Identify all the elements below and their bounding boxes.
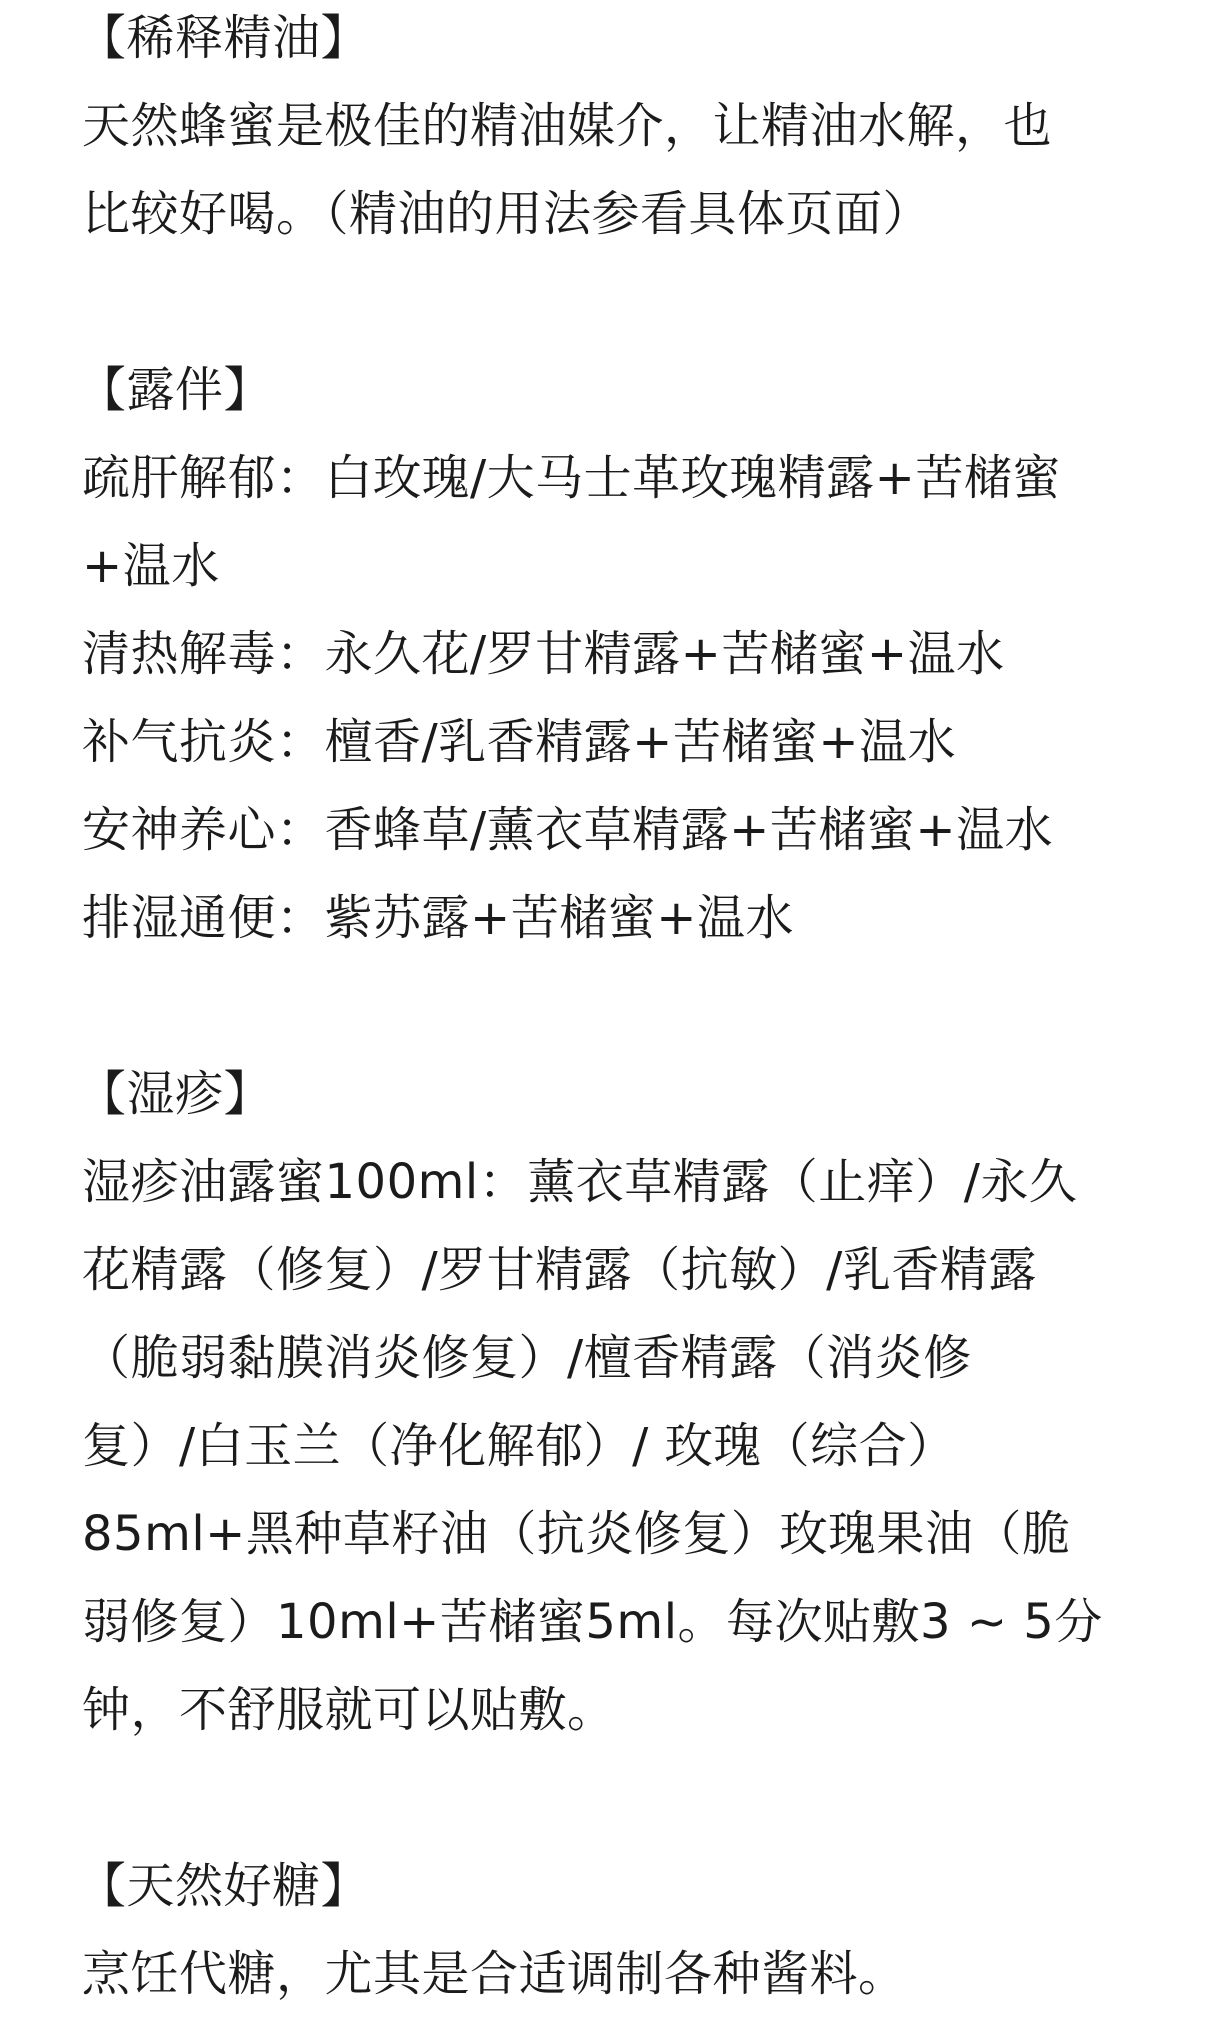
paragraph-gap <box>82 258 1180 346</box>
text-line: 弱修复）10ml+苦槠蜜5ml。每次贴敷3 ~ 5分 <box>82 1594 1103 1650</box>
section-heading-hydrosol: 【露伴】 <box>78 362 273 418</box>
text-line: 安神养心：香蜂草/薰衣草精露+苦槠蜜+温水 <box>82 802 1054 858</box>
text-line: 85ml+黑种草籽油（抗炎修复）玫瑰果油（脆 <box>82 1506 1071 1562</box>
text-line: 清热解毒：永久花/罗甘精露+苦槠蜜+温水 <box>82 626 1005 682</box>
text-line: 补气抗炎：檀香/乳香精露+苦槠蜜+温水 <box>82 714 957 770</box>
section-heading-sugar: 【天然好糖】 <box>78 1858 370 1914</box>
text-line: 排湿通便：紫苏露+苦槠蜜+温水 <box>82 890 794 946</box>
section-heading-eczema: 【湿疹】 <box>78 1066 273 1122</box>
text-line: 比较好喝。（精油的用法参看具体页面） <box>82 186 932 242</box>
text-line: 复）/白玉兰（净化解郁）/ 玫瑰（综合） <box>82 1418 956 1474</box>
paragraph-gap <box>82 962 1180 1050</box>
text-line: 天然蜂蜜是极佳的精油媒介，让精油水解，也 <box>82 98 1053 154</box>
text-line: 烹饪代糖，尤其是合适调制各种酱料。 <box>82 1946 907 2002</box>
text-line: 钟，不舒服就可以贴敷。 <box>82 1682 616 1738</box>
text-line: （脆弱黏膜消炎修复）/檀香精露（消炎修 <box>82 1330 972 1386</box>
text-line: 疏肝解郁：白玫瑰/大马士革玫瑰精露+苦槠蜜 <box>82 450 1061 506</box>
text-line: 花精露（修复）/罗甘精露（抗敏）/乳香精露 <box>82 1242 1037 1298</box>
text-line: +温水 <box>82 538 220 594</box>
section-heading-dilute: 【稀释精油】 <box>78 10 370 66</box>
text-line: 湿疹油露蜜100ml：薰衣草精露（止痒）/永久 <box>82 1154 1078 1210</box>
paragraph-gap <box>82 1754 1180 1842</box>
